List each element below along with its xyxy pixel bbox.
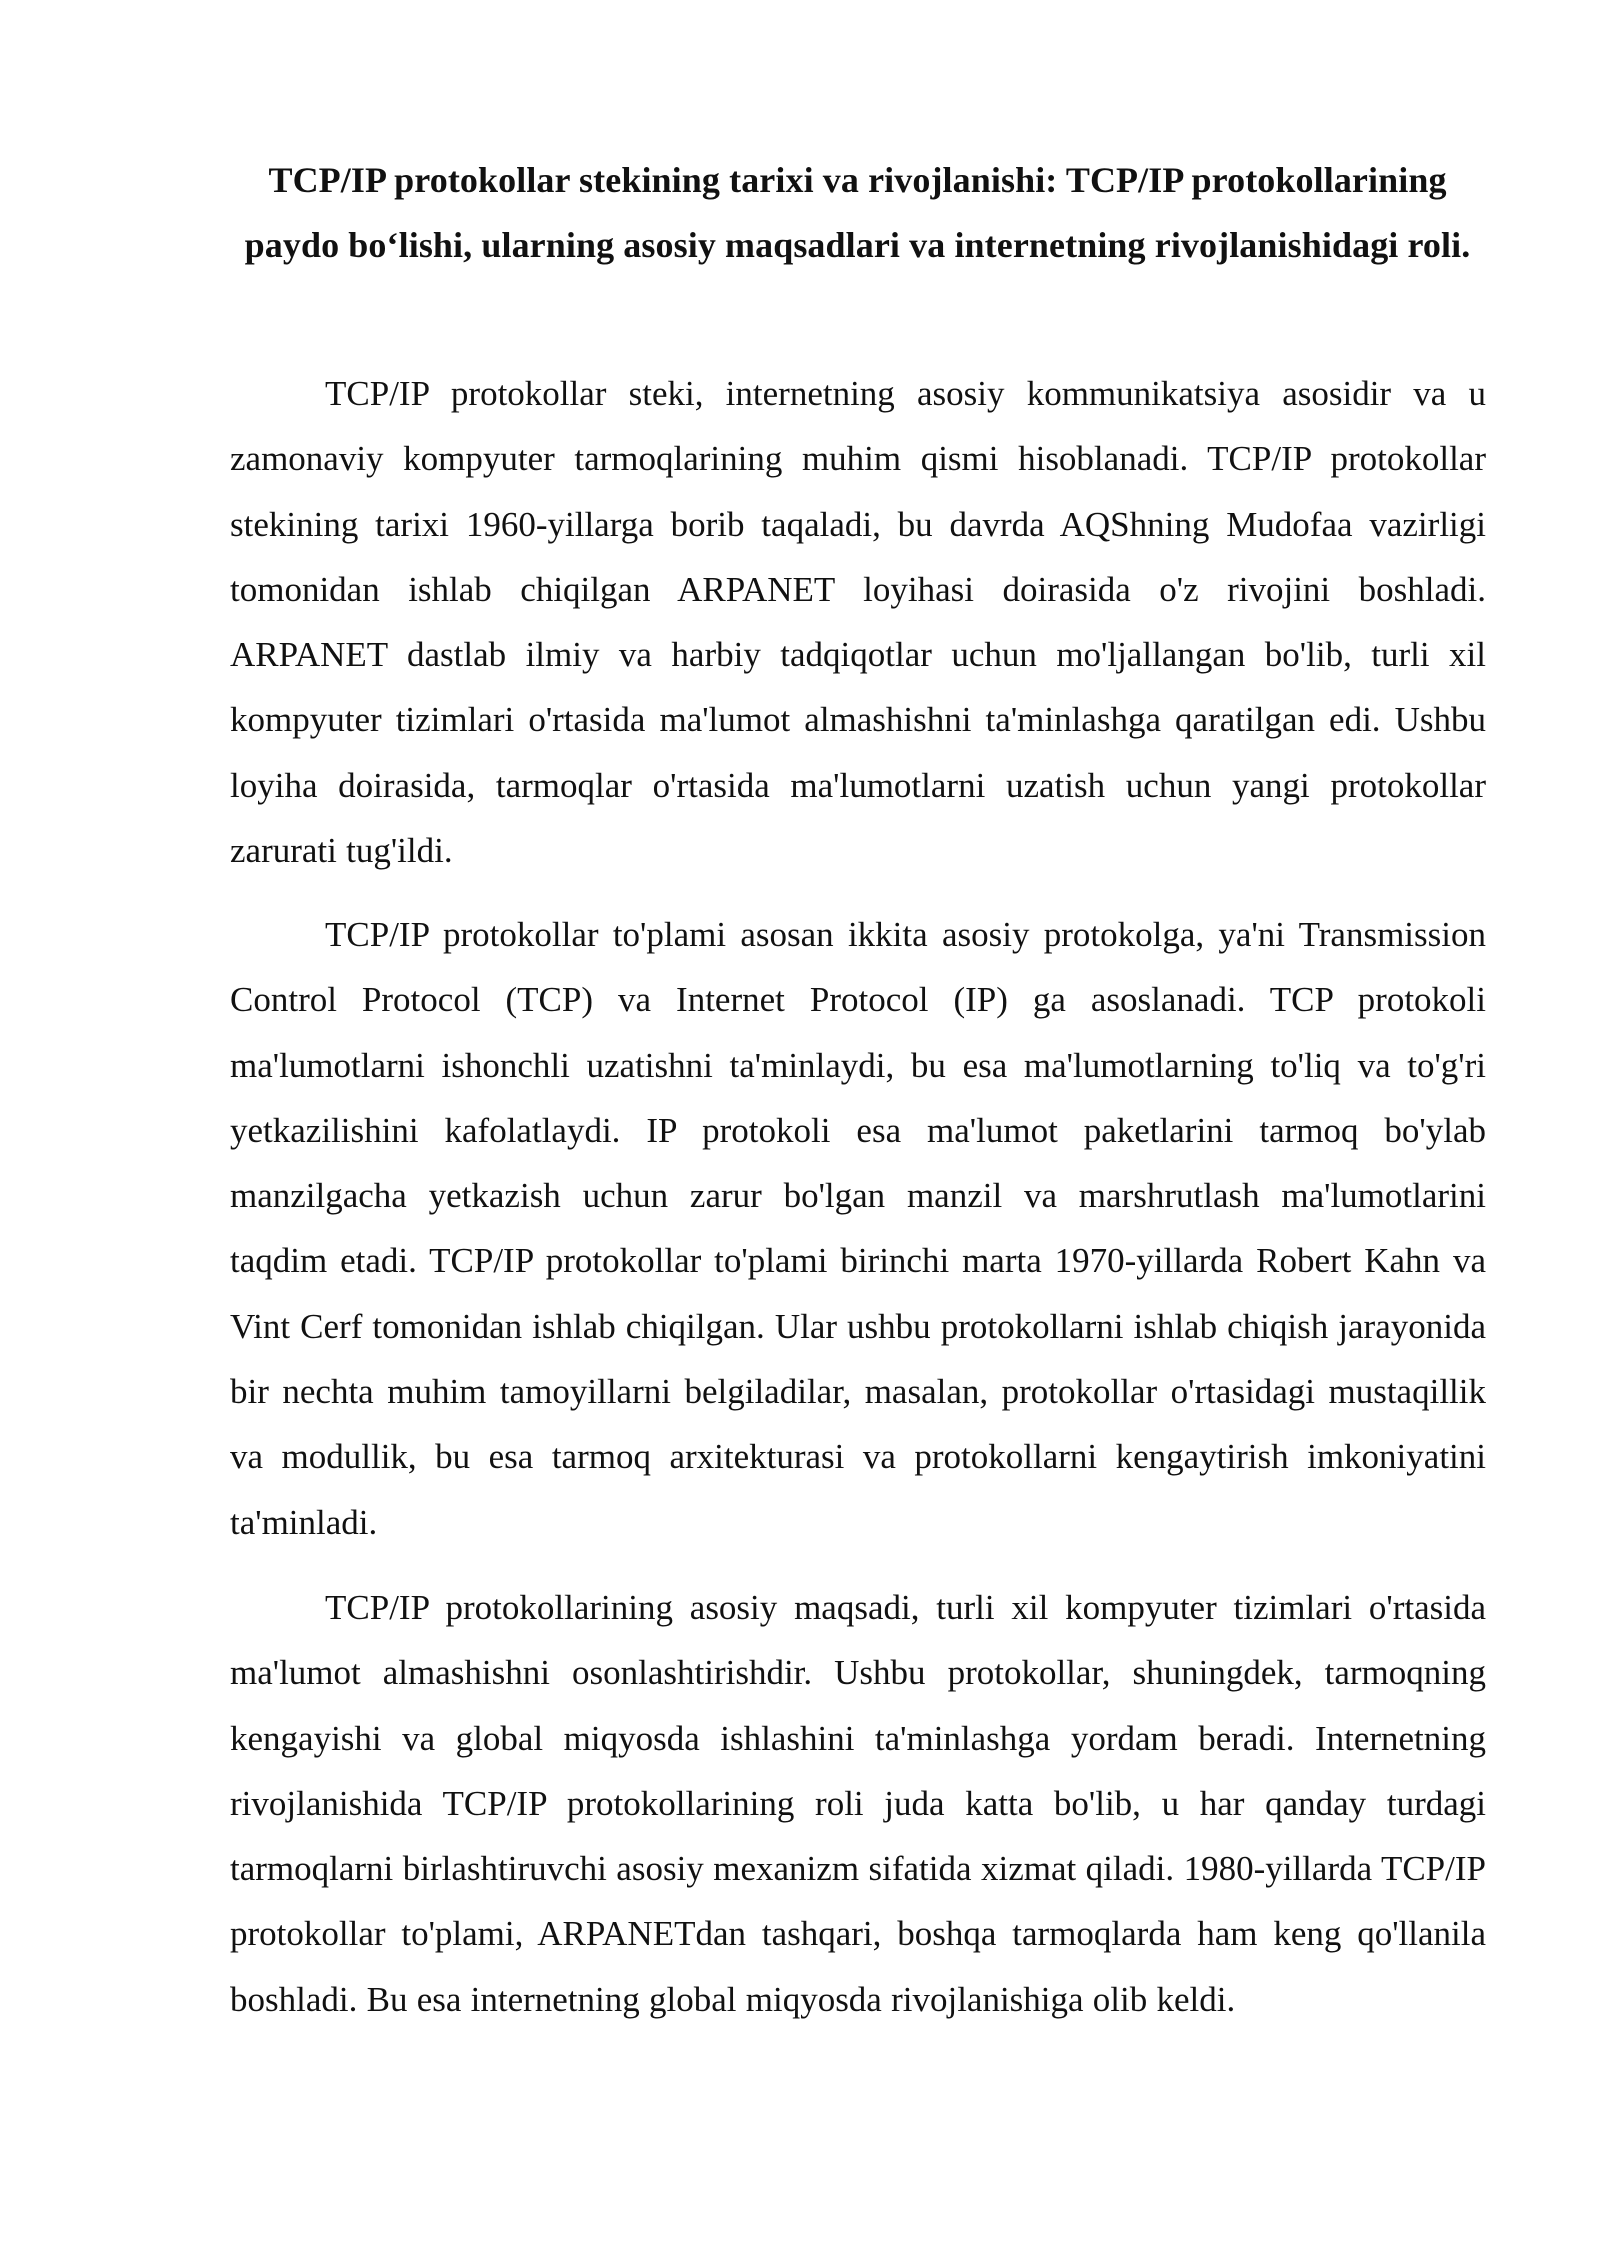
paragraph-3: TCP/IP protokollarining asosiy maqsadi, turli xil kompyuter tizimlari o'rtasida ma'lumot almashishni osonlashtirishdir. Ushbu protokollar, shuningdek, tarmoqning kengayishi va global miqyosda ishlashini ta'minlashga yordam beradi. Internetning rivojlanishida TCP/IP protokollarining roli juda katta bo'lib, u har qanday turdagi tarmoqlarni birlashtiruvchi asosiy mexanizm sifatida xizmat qiladi. 1980-yillarda TCP/IP protokollar to'plami, ARPANETdan tashqari, boshqa tarmoqlarda ham keng qo'llanila boshladi. Bu esa internetning global miqyosda rivojlanishiga olib keldi. (230, 1588, 1486, 2019)
paragraph-1: TCP/IP protokollar steki, internetning asosiy kommunikatsiya asosidir va u zamonaviy kompyuter tarmoqlarining muhim qismi hisoblanadi. TCP/IP protokollar stekining tarixi 1960-yillarga borib taqaladi, bu davrda AQShning Mudofaa vazirligi tomonidan ishlab chiqilgan ARPANET loyihasi doirasida o'z rivojini boshladi. ARPANET dastlab ilmiy va harbiy tadqiqotlar uchun mo'ljallangan bo'lib, turli xil kompyuter tizimlari o'rtasida ma'lumot almashishni ta'minlashga qaratilgan edi. Ushbu loyiha doirasida, tarmoqlar o'rtasida ma'lumotlarni uzatish uchun yangi protokollar zarurati tug'ildi. (230, 374, 1486, 871)
paragraph-2: TCP/IP protokollar to'plami asosan ikkita asosiy protokolga, ya'ni Transmission Control Protocol (TCP) va Internet Protocol (IP) ga asoslanadi. TCP protokoli ma'lumotlarni ishonchli uzatishni ta'minlaydi, bu esa ma'lumotlarning to'liq va to'g'ri yetkazilishini kafolatlaydi. IP protokoli esa ma'lumot paketlarini tarmoq bo'ylab manzilgacha yetkazish uchun zarur bo'lgan manzil va marshrutlash ma'lumotlarini taqdim etadi. TCP/IP protokollar to'plami birinchi marta 1970-yillarda Robert Kahn va Vint Cerf tomonidan ishlab chiqilgan. Ular ushbu protokollarni ishlab chiqish jarayonida bir nechta muhim tamoyillarni belgiladilar, masalan, protokollar o'rtasidagi mustaqillik va modullik, bu esa tarmoq arxitekturasi va protokollarni kengaytirish imkoniyatini ta'minladi. (230, 915, 1486, 1542)
document-title: TCP/IP protokollar stekining tarixi va rivojlanishi: TCP/IP protokollarining paydo bo‘lishi, ularning asosiy maqsadlari va internetning rivojlanishidagi roli. (244, 160, 1471, 265)
